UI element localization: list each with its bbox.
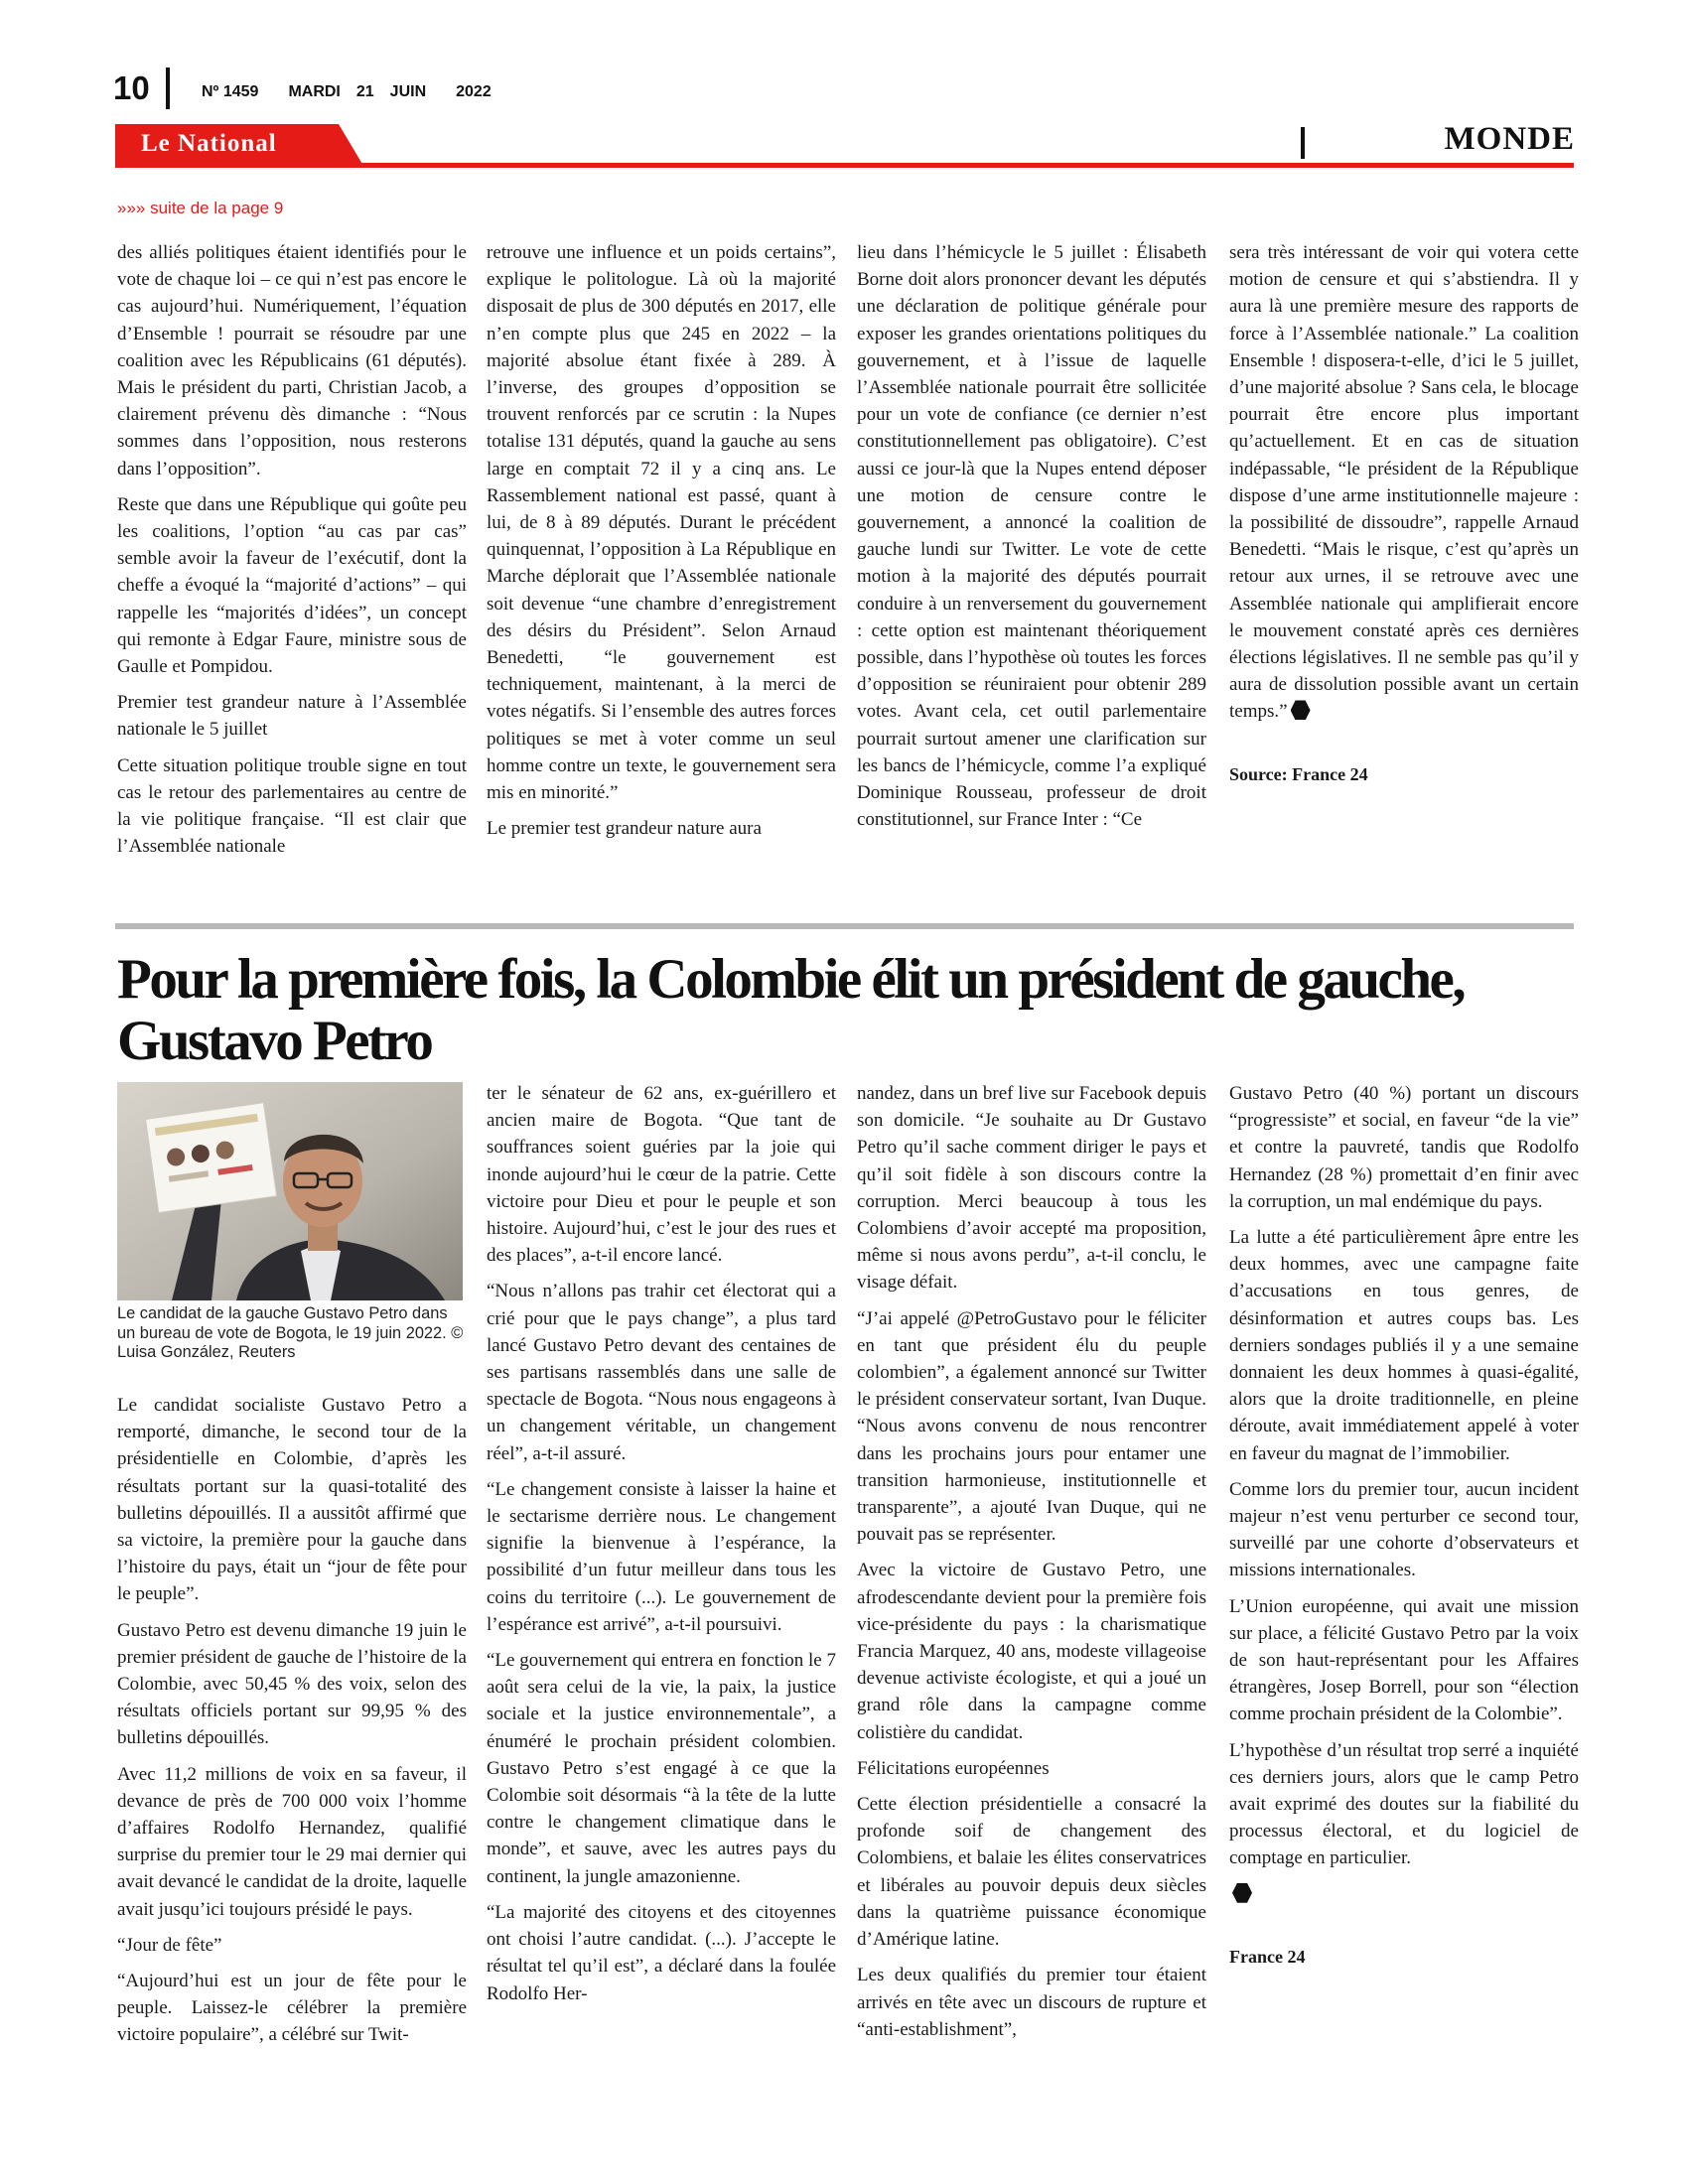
subheading: Premier test grandeur nature à l’Assemblée nationale le 5 juillet [117,692,467,741]
paragraph: “Aujourd’hui est un jour de fête pour le peuple. Laissez-le célébrer la première victoire populaire”, a célébré sur Twit- [117,1971,467,2046]
paragraph: Le candidat socialiste Gustavo Petro a remporté, dimanche, le second tour de la présidentielle en Colombie, d’après les résultats portant sur la quasi-totalité des bulletins dépouillés. Il a aussitôt affirmé que sa victoire, la première pour la gauche dans l’histoire du pays, était un “jour de fête pour le peuple”. [117,1395,467,1605]
paragraph: “La majorité des citoyens et des citoyennes ont choisi l’autre candidat. (...). J’accepte le résultat tel qu’il est”, a déclaré dans la foulée Rodolfo Her- [487,1901,836,2004]
source-name: France 24 [1292,763,1368,784]
article-photo [117,1082,463,1300]
paragraph: Les deux qualifiés du premier tour étaient arrivés en tête avec un discours de rupture et “anti-establishment”, [857,1965,1206,2040]
article2-column-3 [857,1080,1206,2052]
paragraph: L’Union européenne, qui avait une mission sur place, a félicité Gustavo Petro par la voix de son haut-représentant pour les Affaires étrangères, Josep Borrell, pour son “élection comme prochain président de la Colombie”. [1229,1595,1579,1725]
paragraph: lieu dans l’hémicycle le 5 juillet : Élisabeth Borne doit alors prononcer devant les députés une déclaration de politique générale pour exposer les grandes orientations politiques du gouvernement, et à l’issue de laquelle l’Assemblée nationale pourrait être sollicitée pour un vote de confiance (ce dernier n’est constitutionnellement pas obligatoire). C’est aussi ce jour-là que la Nupes entend déposer une motion de censure contre le gouvernement, a annoncé la coalition de gauche lundi sur Twitter. Le vote de cette motion à la majorité des députés pourrait conduire à un renversement du gouvernement : cette option est maintenant théoriquement possible, dans l’hypothèse où toutes les forces d’opposition se réuniraient pour obtenir 289 votes. Avant cela, cet outil parlementaire pourrait surtout amener une clarification sur les bancs de l’hémicycle, comme l’a expliqué Dominique Rousseau, professeur de droit constitutionnel, sur France Inter : “Ce [857,242,1206,831]
article-separator-rule [115,923,1574,929]
paragraph: Le premier test grandeur nature aura [487,818,762,840]
page-number: 10 [113,69,150,106]
article2-column-1 [117,1392,467,2058]
paragraph: Gustavo Petro est devenu dimanche 19 juin le premier président de gauche de l’histoire de la Colombie, avec 50,45 % des voix, selon des résultats officiels portant sur 99,95 % des bulletins dépouillés. [117,1619,467,1749]
article1-column-4 [1229,239,1579,788]
paragraph: “Le gouvernement qui entrera en fonction le 7 août sera celui de la vie, la paix, la justice sociale et la justice environnementale”, a énuméré le prochain président colombien. Gustavo Petro s’est engagé à ce que la Colombie soit désormais “à la tête de la lutte contre le changement climatique dans le monde”, et sauve, avec les autres pays du continent, la jungle amazonienne. [487,1650,836,1887]
paragraph: des alliés politiques étaient identifiés pour le vote de chaque loi – ce qui n’est pas encore le cas aujourd’hui. Numériquement, l’équation d’Ensemble ! pourrait se résoudre par une coalition avec les Républicains (61 députés). Mais le président du parti, Christian Jacob, a clairement prévenu dès dimanche : “Nous sommes dans l’opposition, nous resterons dans l’opposition”. [117,242,467,479]
newspaper-tag [115,124,363,166]
paragraph: La lutte a été particulièrement âpre entre les deux hommes, avec une campagne faite d’accusations en tous genres, de désinformation et autres coups bas. Les derniers sondages publiés il y a une semaine donnaient les deux hommes à quasi-égalité, alors que la droite traditionnelle, en pleine déroute, avait immédiatement appelé à voter en faveur du magnat de l’immobilier. [1229,1227,1579,1464]
paragraph-text: L’hypothèse d’un résultat trop serré a inquiété ces derniers jours, alors que le camp Petro avait exprimé des doutes sur la fiabilité du processus électoral, et du logiciel de comptage en particulier. [1229,1739,1579,1869]
section-title: MONDE [1444,121,1575,157]
source-label: Source: [1229,763,1288,784]
paragraph: “Le changement consiste à laisser la haine et le sectarisme derrière nous. Le changement signifie la bienvenue à l’espérance, la possibilité d’un futur meilleur dans tous les coins du territoire (...). Le gouvernement de l’espérance est arrivé”, a-t-il poursuivi. [487,1478,836,1635]
article-end-icon-wrap [1229,1881,1579,1908]
article1-column-2 [487,239,836,851]
issue-day: MARDI [288,83,341,100]
paragraph: nandez, dans un bref live sur Facebook depuis son domicile. “Je souhaite au Dr Gustavo Petro qu’il sache comment diriger le pays et qu’il soit fidèle à son discours contre la corruption. Merci beaucoup à tous les Colombiens d’avoir accepté ma proposition, même si nous avons perdu”, a-t-il conclu, le visage défait. [857,1083,1206,1294]
subheading: Félicitations européennes [857,1757,1050,1779]
article2-column-4 [1229,1080,1579,1971]
issue-year: 2022 [456,83,492,100]
header-divider [166,68,170,109]
paragraph: Avec la victoire de Gustavo Petro, une afrodescendante devient pour la première fois vice-présidente du pays : la charismatique Francia Marquez, 40 ans, modeste villageoise devenue activiste écologiste, et qui a joué un grand rôle dans la campagne comme colistière du candidat. [857,1560,1206,1743]
paragraph: Reste que dans une République qui goûte peu les coalitions, l’option “au cas par cas” semble avoir la faveur de l’exécutif, dont la cheffe a évoqué la “majorité d’actions” – qui rappelle les “majorités d’idées”, un concept qui remonte à Edgar Faure, ministre sous de Gaulle et Pompidou. [117,493,467,678]
paragraph [1229,1737,1579,1872]
photo-illustration [117,1082,463,1300]
issue-number: Nº 1459 [202,83,259,100]
article-headline: Pour la première fois, la Colombie élit un président de gauche, Gustavo Petro [117,948,1465,1072]
header-red-rule [115,163,1574,168]
paragraph-text: sera très intéressant de voir qui votera cette motion de censure et qui s’abstiendra. Il y aura là une première mesure des rapports de force à l’Assemblée nationale.” La coalition Ensemble ! disposera-t-elle, d’ici le 5 juillet, d’une majorité absolue ? Sans cela, le blocage pourrait être encore plus important qu’actuellement. Et en cas de situation indépassable, “le président de la République dispose d’une arme institutionnelle majeure : la possibilité de dissoudre”, rappelle Arnaud Benedetti. “Mais le risque, c’est qu’après un retour aux urnes, il se retrouve avec une Assemblée nationale qui amplifierait encore le mouvement constaté après ces dernières élections législatives. Il ne semble pas qu’il y aura de dissolution possible avant un certain temps.” [1229,242,1579,723]
article-end-icon [1232,1883,1252,1903]
newspaper-name: Le National [141,130,277,157]
subheading: “Jour de fête” [117,1934,222,1956]
paragraph: Comme lors du premier tour, aucun incident majeur n’est venu perturber ce second tour, surveillé par une cohorte d’observateurs et missions internationales. [1229,1478,1579,1581]
article2-source: France 24 [1229,1946,1306,1967]
photo-caption: Le candidat de la gauche Gustavo Petro dans un bureau de vote de Bogota, le 19 juin 2022. © Luisa González, Reuters [117,1304,464,1361]
paragraph: “J’ai appelé @PetroGustavo pour le féliciter en tant que président élu du peuple colombien”, a également annoncé sur Twitter le président conservateur sortant, Ivan Duque. “Nous avons convenu de nous rencontrer dans les prochains jours pour entamer une transition harmonieuse, institutionnelle et transparente”, a ajouté Ivan Duque, qui ne pouvait pas se représenter. [857,1307,1206,1546]
article1-source [1229,761,1579,788]
article1-column-1 [117,239,467,869]
issue-month: JUIN [389,83,427,100]
paragraph: Avec 11,2 millions de voix en sa faveur, il devance de près de 700 000 voix l’homme d’affaires Rodolfo Hernandez, qualifié surprise du premier tour le 29 mai dernier qui avait devancé le candidat de la droite, laquelle avait jusqu’ici toujours présidé le pays. [117,1763,467,1920]
article-end-icon [1291,700,1311,720]
paragraph: “Nous n’allons pas trahir cet électorat qui a crié pour que le pays change”, a plus tard lancé Gustavo Petro devant des centaines de ses partisans rassemblés dans une salle de spectacle de Bogota. “Nous nous engageons à un changement véritable, un changement réel”, a-t-il assuré. [487,1281,836,1464]
paragraph: ter le sénateur de 62 ans, ex-guérillero et ancien maire de Bogota. “Que tant de souffrances soient guéries par la joie qui inonde aujourd’hui le cœur de la patrie. Cette victoire pour Dieu et pour le peuple et son histoire. Aujourd’hui, c’est le jour des rues et des places”, a-t-il encore lancé. [487,1083,836,1267]
paragraph: Gustavo Petro (40 %) portant un discours “progressiste” et social, en faveur “de la vie” et contre la pauvreté, tandis que Rodolfo Hernandez (28 %) promettait d’en finir avec la corruption, un mal endémique du pays. [1229,1083,1579,1212]
paragraph: retrouve une influence et un poids certains”, explique le politologue. Là où la majorité disposait de plus de 300 députés en 2017, elle n’en compte plus que 245 en 2022 – la majorité absolue étant fixée à 289. À l’inverse, des groupes d’opposition se trouvent renforcés par ce scrutin : la Nupes totalise 131 députés, quand la gauche au sens large en comptait 72 il y a cinq ans. Le Rassemblement national est passé, quant à lui, de 8 à 89 députés. Durant le précédent quinquennat, l’opposition à La République en Marche déplorait que l’Assemblée nationale soit devenue “une chambre d’enregistrement des désirs du Président”. Selon Arnaud Benedetti, “le gouvernement est techniquement, maintenant, à la merci de votes négatifs. Si l’ensemble des autres forces politiques se met à voter comme un seul homme contre un texte, le gouvernement sera mis en minorité.” [487,242,836,804]
issue-date: 21 [355,83,374,100]
paragraph: Cette situation politique trouble signe en tout cas le retour des parlementaires au centre de la vie politique française. “Il est clair que l’Assemblée nationale [117,754,467,858]
article1-column-3 [857,239,1206,842]
issue-meta [202,83,492,101]
article2-column-2 [487,1080,836,2016]
paragraph [1229,239,1579,726]
section-separator [1301,127,1305,159]
paragraph: Cette élection présidentielle a consacré la profonde soif de changement des Colombiens, et balaie les élites conservatrices et libérales au pouvoir depuis deux siècles dans la quatrième puissance économique d’Amérique latine. [857,1794,1206,1951]
continued-from-label: »»» suite de la page 9 [117,199,284,217]
